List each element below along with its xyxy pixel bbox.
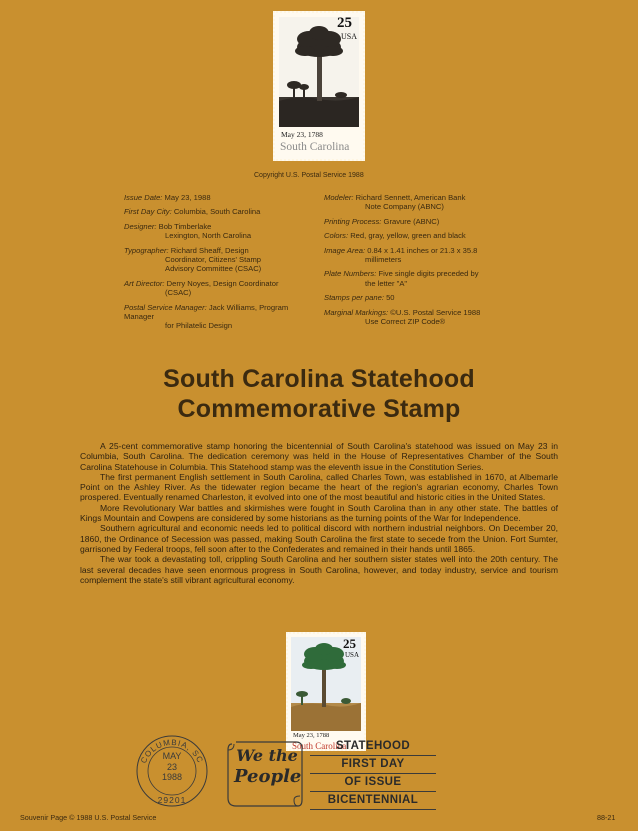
detail-first-line	[124, 279, 319, 288]
cancel-script-line-1: We the	[236, 746, 298, 765]
bottom-stamp-denomination: 25	[343, 636, 356, 651]
detail-item	[124, 303, 319, 331]
detail-first-line	[324, 308, 524, 317]
detail-first-line	[124, 246, 319, 255]
detail-value: millimeters	[365, 255, 402, 265]
details-left	[124, 193, 319, 336]
detail-first-line	[124, 222, 319, 231]
detail-label: Typographer:	[124, 245, 169, 255]
detail-item	[324, 193, 524, 212]
detail-label: Postal Service Manager:	[124, 302, 207, 312]
detail-value: 50	[386, 293, 395, 303]
detail-item	[324, 231, 524, 240]
cancel-script-line-2: People	[234, 766, 302, 787]
bottom-stamp-name: South Carolina	[292, 741, 347, 751]
top-stamp-country: USA	[341, 32, 358, 41]
detail-value: Use Correct ZIP Code®	[365, 317, 446, 327]
detail-label: Plate Numbers:	[324, 269, 377, 279]
detail-item	[124, 246, 319, 274]
article-paragraph: The first permanent English settlement in South Carolina, called Charles Town, was established in 1670, at Albemarle Point on the Ashley River. As the tidewater region became the heart of the region's agrarian economy, Charles Town prospered. Eventually renamed Charleston, it evolved into one of the most beautiful and historic cities in the United States.	[80, 471, 558, 503]
detail-label: Stamps per pane:	[324, 293, 384, 303]
bottom-stamp-country: USA	[345, 651, 360, 659]
detail-first-line	[124, 303, 319, 322]
article-paragraph: A 25-cent commemorative stamp honoring the bicentennial of South Carolina's statehood was issued on May 23 in Columbia, South Carolina. The dedication ceremony was held in the House of Representatives Chamber of the South Carolina Statehouse in Columbia. This Statehood stamp was the eleventh issue in the Constitution Series.	[80, 441, 558, 472]
footer-left: Souvenir Page © 1988 U.S. Postal Service	[20, 813, 157, 822]
article-paragraph: Southern agricultural and economic needs led to political discord with northern industrial neighbors. On December 20, 1860, the Ordinance of Secession was passed, making South Carolina the first state to secede from the Union. Fort Sumter, garrisoned by Federal troops, fell soon after to the Confederates and remained in their hands until 1865.	[80, 523, 558, 554]
detail-item	[324, 308, 524, 327]
postmark-month: MAY	[162, 751, 182, 761]
detail-label: Issue Date:	[124, 193, 163, 202]
detail-value: Richard Sennett, American Bank	[355, 193, 466, 202]
detail-value: Bob Timberlake	[158, 221, 212, 231]
detail-label: Modeler:	[324, 193, 354, 202]
detail-first-line	[124, 207, 319, 216]
detail-label: Printing Process:	[324, 216, 382, 226]
detail-value: Jack Williams, Program Manager	[124, 302, 289, 322]
detail-value: for Philatelic Design	[165, 321, 233, 331]
detail-first-line	[324, 269, 524, 278]
postmark-zip: 29201	[157, 795, 187, 805]
title-line-1: South Carolina Statehood	[163, 365, 475, 393]
detail-value: Richard Sheaff, Design	[170, 245, 249, 255]
detail-value: Note Company (ABNC)	[365, 202, 444, 212]
postmark-ring-text: COLUMBIA, SC	[139, 737, 205, 765]
detail-label: Designer:	[124, 221, 157, 231]
detail-label: Marginal Markings:	[324, 307, 389, 317]
detail-value: Derry Noyes, Design Coordinator	[166, 278, 279, 288]
postmark-year: 1988	[161, 772, 183, 782]
detail-first-line	[324, 217, 524, 226]
detail-first-line	[324, 293, 524, 302]
detail-value: Advisory Committee (CSAC)	[165, 264, 262, 274]
detail-item	[324, 246, 524, 265]
detail-item	[324, 293, 524, 302]
detail-value: Gravure (ABNC)	[383, 216, 440, 226]
title-line-2: Commemorative Stamp	[177, 395, 461, 423]
bottom-stamp-date: May 23, 1788	[293, 732, 330, 739]
detail-first-line	[324, 231, 524, 240]
detail-item	[324, 217, 524, 226]
detail-first-line	[124, 193, 319, 202]
detail-item	[124, 222, 319, 241]
detail-value: (CSAC)	[165, 288, 192, 298]
detail-value: Red, gray, yellow, green and black	[350, 231, 466, 241]
details-right	[324, 193, 524, 331]
detail-value: Coordinator, Citizens' Stamp	[165, 255, 261, 265]
detail-value: the letter "A"	[365, 278, 408, 288]
footer-right: 88-21	[597, 813, 616, 822]
top-stamp	[273, 11, 365, 161]
detail-label: Image Area:	[324, 245, 366, 255]
cancellation	[224, 734, 436, 814]
detail-value: May 23, 1988	[164, 193, 211, 202]
detail-item	[124, 279, 319, 298]
article-body	[80, 441, 558, 585]
detail-value: ©U.S. Postal Service 1988	[390, 307, 481, 317]
postmark-day: 23	[166, 761, 177, 772]
detail-value: Five single digits preceded by	[378, 269, 479, 279]
detail-label: Art Director:	[124, 278, 165, 288]
cancel-line-1: STATEHOOD	[310, 738, 436, 756]
article-paragraph: The war took a devastating toll, crippling South Carolina and her southern sister states well into the 20th century. The last several decades have seen enormous progress in South Carolina, however, and today industry, service and tourism complement the state's still vibrant agricultural economy.	[80, 554, 558, 585]
detail-label: Colors:	[324, 231, 349, 241]
top-stamp-date: May 23, 1788	[281, 130, 323, 139]
detail-item	[124, 193, 319, 202]
detail-first-line	[324, 193, 524, 202]
top-stamp-name: South Carolina	[280, 141, 350, 153]
postmark	[134, 733, 210, 809]
cancel-line-4: BICENTENNIAL	[310, 792, 436, 810]
article-paragraph: More Revolutionary War battles and skirmishes were fought in South Carolina than in any other state. The battles of Kings Mountain and Cowpens are considered by some historians as the turning points of the War for Independence.	[80, 502, 558, 524]
detail-label: First Day City:	[124, 207, 172, 217]
cancel-line-3: OF ISSUE	[310, 774, 436, 792]
detail-first-line	[324, 246, 524, 255]
copyright-line: Copyright U.S. Postal Service 1988	[254, 172, 364, 179]
detail-value: 0.84 x 1.41 inches or 21.3 x 35.8	[367, 245, 478, 255]
detail-item	[324, 269, 524, 288]
cancel-line-2: FIRST DAY	[310, 756, 436, 774]
detail-value: Columbia, South Carolina	[173, 207, 261, 217]
detail-value: Lexington, North Carolina	[165, 231, 252, 241]
top-stamp-denomination: 25	[337, 15, 352, 31]
page-title	[60, 364, 578, 424]
detail-item	[124, 207, 319, 216]
